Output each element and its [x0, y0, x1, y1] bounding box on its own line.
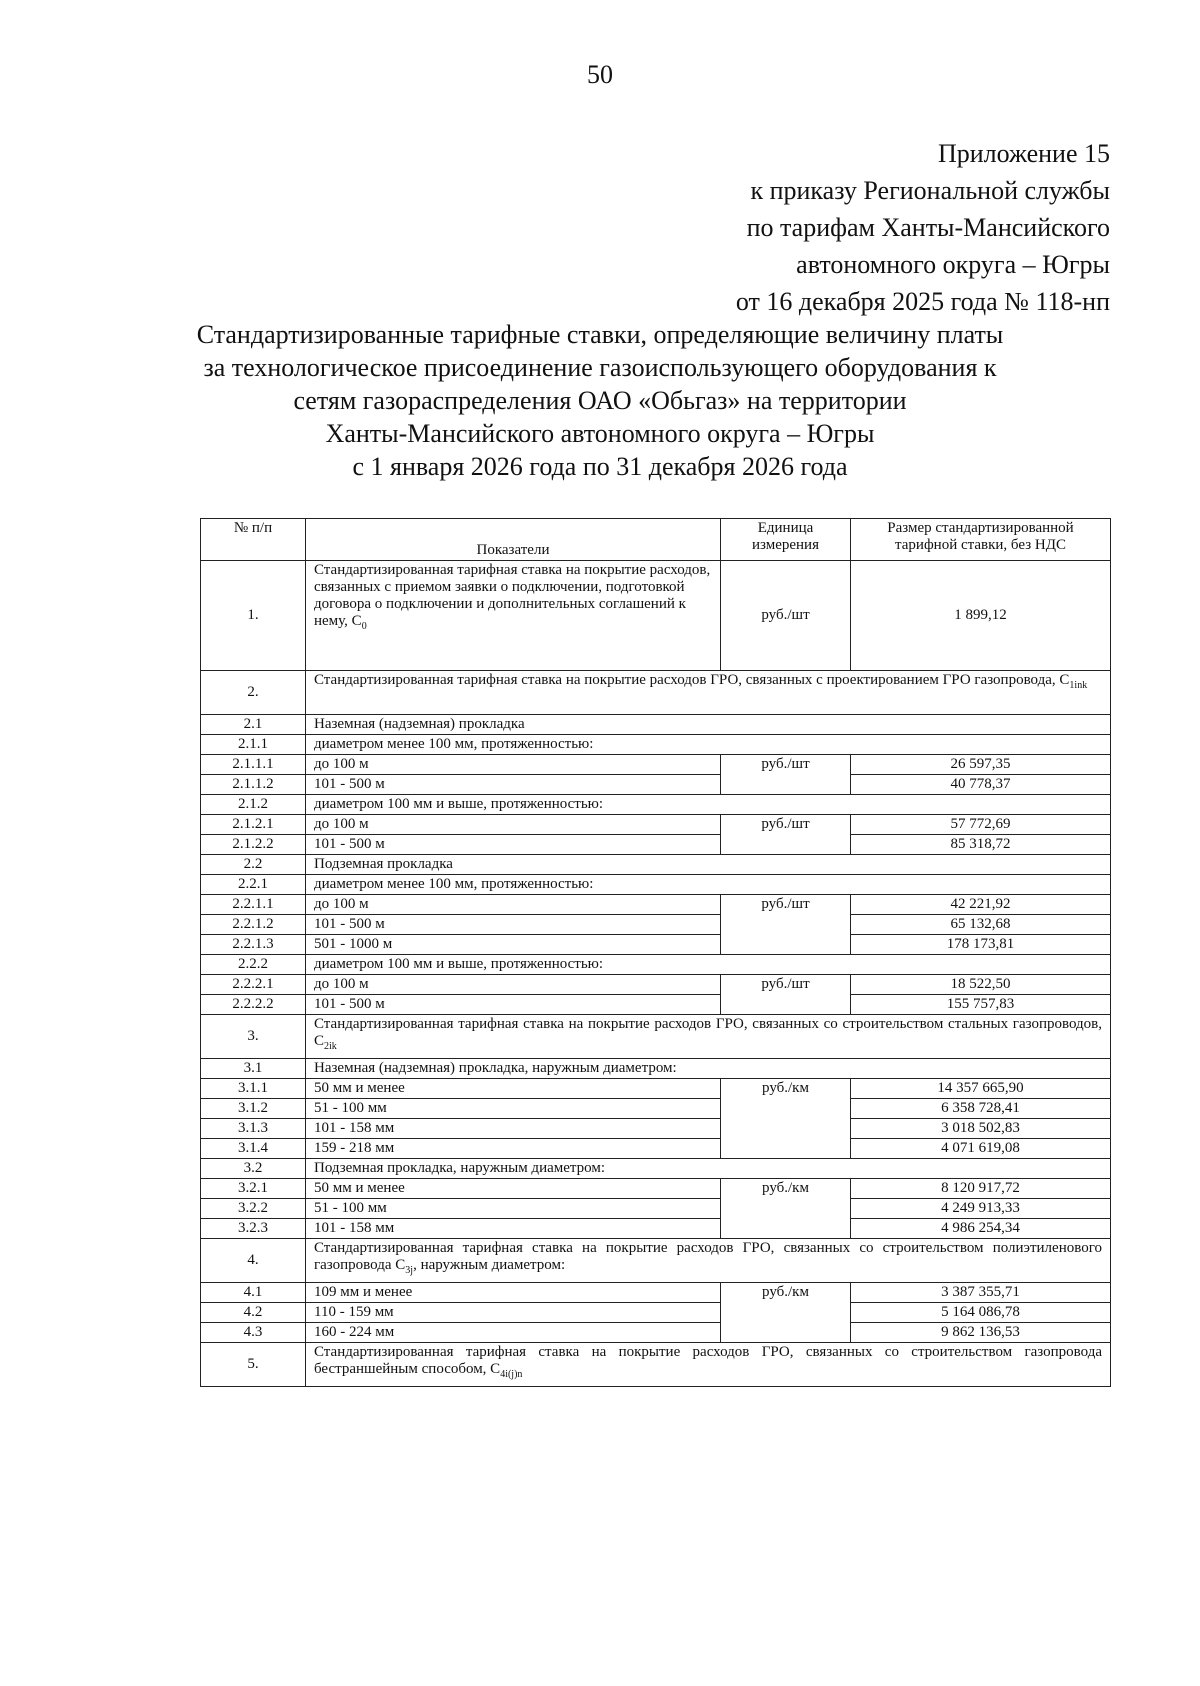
row-num: 2.2.1.3	[201, 935, 306, 955]
row-num: 4.3	[201, 1323, 306, 1343]
row-indicator	[306, 1239, 1111, 1283]
indicator-text-tail: , наружным диаметром:	[413, 1257, 566, 1273]
row-num: 4.	[201, 1239, 306, 1283]
indicator-text: Стандартизированная тарифная ставка на покрытие расходов, связанных с приемом заявки о подключении, подготовкой договора о подключении и дополнительных соглашений к нему, C	[314, 562, 711, 629]
row-unit: руб./шт	[721, 975, 851, 1015]
row-value: 14 357 665,90	[851, 1079, 1111, 1099]
appendix-line: Приложение 15	[937, 139, 1110, 168]
table-row	[201, 1303, 1111, 1323]
row-indicator: Подземная прокладка	[306, 855, 1111, 875]
appendix-line: автономного округа – Югры	[796, 250, 1110, 279]
row-num: 2.2.1	[201, 875, 306, 895]
row-indicator: 51 - 100 мм	[306, 1199, 721, 1219]
row-indicator: до 100 м	[306, 755, 721, 775]
row-unit: руб./км	[721, 1079, 851, 1159]
indicator-subscript: 4i(j)n	[500, 1369, 523, 1380]
table-row	[201, 561, 1111, 671]
row-value: 9 862 136,53	[851, 1323, 1111, 1343]
row-num: 2.	[201, 671, 306, 715]
row-indicator	[306, 1015, 1111, 1059]
row-indicator	[306, 671, 1111, 715]
row-value: 18 522,50	[851, 975, 1111, 995]
indicator-subscript: 3j	[405, 1265, 414, 1276]
table-row	[201, 1219, 1111, 1239]
row-value: 178 173,81	[851, 935, 1111, 955]
row-value: 155 757,83	[851, 995, 1111, 1015]
row-num: 4.2	[201, 1303, 306, 1323]
title-line: Ханты-Мансийского автономного округа – Югры	[325, 419, 875, 448]
row-num: 2.2.1.1	[201, 895, 306, 915]
page-number: 50	[587, 60, 613, 89]
row-num: 2.1.1.2	[201, 775, 306, 795]
row-indicator: 101 - 500 м	[306, 835, 721, 855]
table-row	[201, 1015, 1111, 1059]
row-indicator: 50 мм и менее	[306, 1079, 721, 1099]
row-indicator: 51 - 100 мм	[306, 1099, 721, 1119]
appendix-line: к приказу Региональной службы	[750, 176, 1110, 205]
table-row	[201, 1079, 1111, 1099]
row-indicator: 159 - 218 мм	[306, 1139, 721, 1159]
indicator-subscript: 1ink	[1069, 680, 1088, 691]
row-indicator: диаметром менее 100 мм, протяженностью:	[306, 735, 1111, 755]
table-row	[201, 895, 1111, 915]
table-row	[201, 935, 1111, 955]
row-value: 4 071 619,08	[851, 1139, 1111, 1159]
row-num: 2.2.2	[201, 955, 306, 975]
row-value: 4 249 913,33	[851, 1199, 1111, 1219]
row-num: 3.2	[201, 1159, 306, 1179]
row-value: 40 778,37	[851, 775, 1111, 795]
row-unit: руб./шт	[721, 815, 851, 855]
row-indicator: до 100 м	[306, 895, 721, 915]
row-value: 4 986 254,34	[851, 1219, 1111, 1239]
row-value: 85 318,72	[851, 835, 1111, 855]
tariff-table	[200, 518, 1111, 1387]
indicator-text: Стандартизированная тарифная ставка на покрытие расходов ГРО, связанных со строительством полиэтиленового газопровода C	[314, 1240, 1102, 1273]
row-value: 3 387 355,71	[851, 1283, 1111, 1303]
row-indicator	[306, 561, 721, 671]
table-row	[201, 975, 1111, 995]
indicator-text: Стандартизированная тарифная ставка на покрытие расходов ГРО, связанных с проектированием ГРО газопровода, C	[314, 672, 1070, 688]
row-unit: руб./шт	[721, 561, 851, 671]
row-indicator: 101 - 500 м	[306, 775, 721, 795]
indicator-text: Стандартизированная тарифная ставка на покрытие расходов ГРО, связанных со строительством газопровода бестраншейным способом, C	[314, 1344, 1102, 1377]
indicator-subscript: 2ik	[324, 1041, 337, 1052]
row-indicator: 501 - 1000 м	[306, 935, 721, 955]
row-value: 3 018 502,83	[851, 1119, 1111, 1139]
row-indicator: 101 - 500 м	[306, 995, 721, 1015]
table-row	[201, 1239, 1111, 1283]
row-indicator: до 100 м	[306, 975, 721, 995]
row-indicator	[306, 1343, 1111, 1387]
table-row	[201, 1343, 1111, 1387]
row-indicator: 50 мм и менее	[306, 1179, 721, 1199]
row-value: 26 597,35	[851, 755, 1111, 775]
header-value: Размер стандартизированной тарифной ставки, без НДС	[851, 519, 1111, 561]
appendix-header	[736, 135, 1110, 320]
table-row	[201, 835, 1111, 855]
row-num: 3.1.3	[201, 1119, 306, 1139]
table-row	[201, 671, 1111, 715]
table-row	[201, 1323, 1111, 1343]
row-indicator: 109 мм и менее	[306, 1283, 721, 1303]
header-unit: Единица измерения	[721, 519, 851, 561]
title-line: сетям газораспределения ОАО «Обьгаз» на территории	[293, 386, 907, 415]
title-line: Стандартизированные тарифные ставки, определяющие величину платы	[196, 320, 1004, 349]
appendix-line: от 16 декабря 2025 года № 118-нп	[735, 287, 1110, 316]
header-num: № п/п	[201, 519, 306, 561]
row-num: 2.1.1	[201, 735, 306, 755]
row-indicator: до 100 м	[306, 815, 721, 835]
row-indicator: 101 - 158 мм	[306, 1219, 721, 1239]
table-row	[201, 1283, 1111, 1303]
row-num: 2.2.1.2	[201, 915, 306, 935]
row-unit: руб./шт	[721, 755, 851, 795]
row-indicator: 160 - 224 мм	[306, 1323, 721, 1343]
row-indicator: 101 - 500 м	[306, 915, 721, 935]
row-value: 1 899,12	[851, 561, 1111, 671]
table-row	[201, 1199, 1111, 1219]
table-row	[201, 1179, 1111, 1199]
row-indicator: 101 - 158 мм	[306, 1119, 721, 1139]
indicator-subscript: 0	[361, 621, 367, 632]
row-indicator: диаметром менее 100 мм, протяженностью:	[306, 875, 1111, 895]
table-row	[201, 1059, 1111, 1079]
table-row	[201, 995, 1111, 1015]
row-num: 2.1.1.1	[201, 755, 306, 775]
table-row	[201, 1099, 1111, 1119]
table-row	[201, 1119, 1111, 1139]
row-num: 1.	[201, 561, 306, 671]
row-indicator: диаметром 100 мм и выше, протяженностью:	[306, 955, 1111, 975]
table-row	[201, 855, 1111, 875]
row-num: 2.2.2.1	[201, 975, 306, 995]
row-num: 2.2.2.2	[201, 995, 306, 1015]
row-value: 6 358 728,41	[851, 1099, 1111, 1119]
title-line: за технологическое присоединение газоиспользующего оборудования к	[203, 353, 997, 382]
appendix-line: по тарифам Ханты-Мансийского	[746, 213, 1110, 242]
row-indicator: 110 - 159 мм	[306, 1303, 721, 1323]
row-num: 2.2	[201, 855, 306, 875]
table-row	[201, 1139, 1111, 1159]
row-num: 3.1.2	[201, 1099, 306, 1119]
row-unit: руб./км	[721, 1283, 851, 1343]
row-num: 4.1	[201, 1283, 306, 1303]
document-title	[150, 318, 1050, 483]
table-row	[201, 775, 1111, 795]
row-value: 8 120 917,72	[851, 1179, 1111, 1199]
table-row	[201, 915, 1111, 935]
row-num: 3.1.4	[201, 1139, 306, 1159]
row-indicator: диаметром 100 мм и выше, протяженностью:	[306, 795, 1111, 815]
table-row	[201, 875, 1111, 895]
row-value: 57 772,69	[851, 815, 1111, 835]
row-num: 2.1.2.2	[201, 835, 306, 855]
table-row	[201, 1159, 1111, 1179]
table-row	[201, 715, 1111, 735]
row-value: 5 164 086,78	[851, 1303, 1111, 1323]
table-row	[201, 755, 1111, 775]
row-indicator: Наземная (надземная) прокладка, наружным диаметром:	[306, 1059, 1111, 1079]
title-line: с 1 января 2026 года по 31 декабря 2026 года	[352, 452, 848, 481]
table-row	[201, 735, 1111, 755]
table-row	[201, 795, 1111, 815]
row-num: 3.2.2	[201, 1199, 306, 1219]
row-num: 2.1.2	[201, 795, 306, 815]
row-indicator: Подземная прокладка, наружным диаметром:	[306, 1159, 1111, 1179]
row-num: 3.	[201, 1015, 306, 1059]
table-row	[201, 815, 1111, 835]
row-num: 2.1.2.1	[201, 815, 306, 835]
row-num: 3.2.1	[201, 1179, 306, 1199]
row-unit: руб./км	[721, 1179, 851, 1239]
table-row	[201, 955, 1111, 975]
row-value: 65 132,68	[851, 915, 1111, 935]
row-num: 3.1.1	[201, 1079, 306, 1099]
row-unit: руб./шт	[721, 895, 851, 955]
row-num: 3.2.3	[201, 1219, 306, 1239]
row-value: 42 221,92	[851, 895, 1111, 915]
header-indicator: Показатели	[306, 519, 721, 561]
indicator-text: Стандартизированная тарифная ставка на покрытие расходов ГРО, связанных со строительством стальных газопроводов, C	[314, 1016, 1102, 1049]
row-indicator: Наземная (надземная) прокладка	[306, 715, 1111, 735]
row-num: 5.	[201, 1343, 306, 1387]
row-num: 2.1	[201, 715, 306, 735]
row-num: 3.1	[201, 1059, 306, 1079]
table-header-row	[201, 519, 1111, 561]
